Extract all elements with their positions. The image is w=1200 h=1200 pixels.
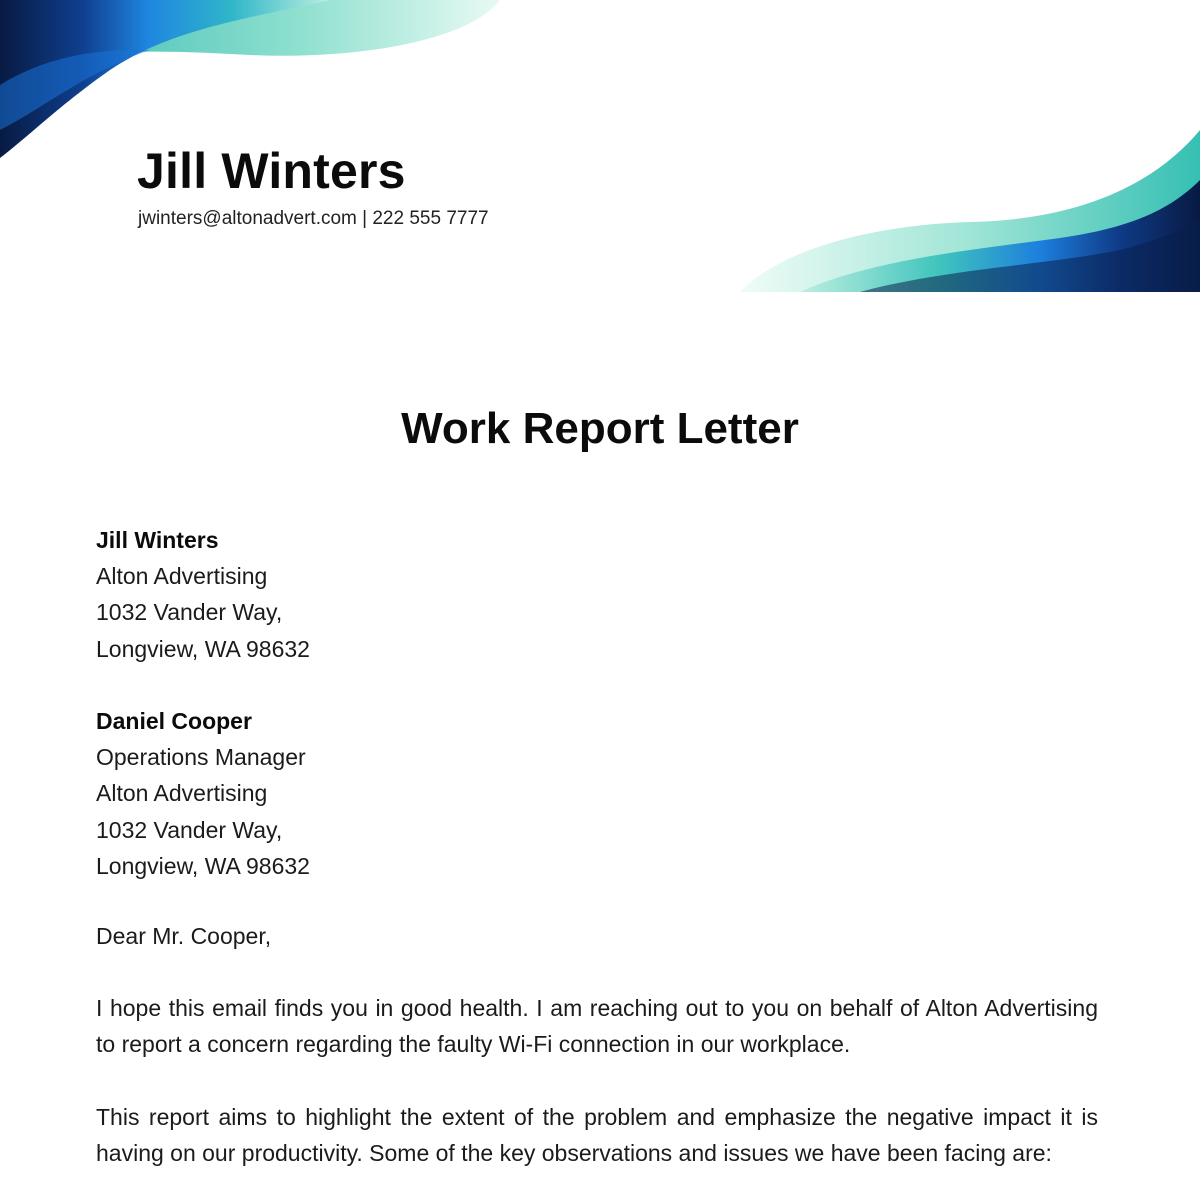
sender-street: 1032 Vander Way, [96,599,283,626]
recipient-company: Alton Advertising [96,780,268,807]
recipient-name: Daniel Cooper [96,708,252,734]
header-name: Jill Winters [137,143,406,199]
sender-address-block [96,522,1098,667]
sender-city: Longview, WA 98632 [96,635,310,662]
header-wave-decoration-right [740,130,1200,292]
sender-company: Alton Advertising [96,563,268,590]
header-contact: jwinters@altonadvert.com | 222 555 7777 [138,208,489,229]
document-title: Work Report Letter [401,404,799,453]
sender-name: Jill Winters [96,527,219,553]
body-paragraph: I hope this email finds you in good health. I am reaching out to you on behalf of Alton Advertising to report a concern regarding the faulty Wi-Fi connection in our workplace. [96,995,1098,1058]
recipient-title: Operations Manager [96,744,306,771]
recipient-street: 1032 Vander Way, [96,816,283,843]
recipient-address-block [96,703,1098,884]
recipient-city: Longview, WA 98632 [96,852,310,879]
body-paragraph: This report aims to highlight the extent of the problem and emphasize the negative impact it is having on our productivity. Some of the key observations and issues we have been facing are: [96,1104,1098,1167]
salutation: Dear Mr. Cooper, [96,923,272,949]
